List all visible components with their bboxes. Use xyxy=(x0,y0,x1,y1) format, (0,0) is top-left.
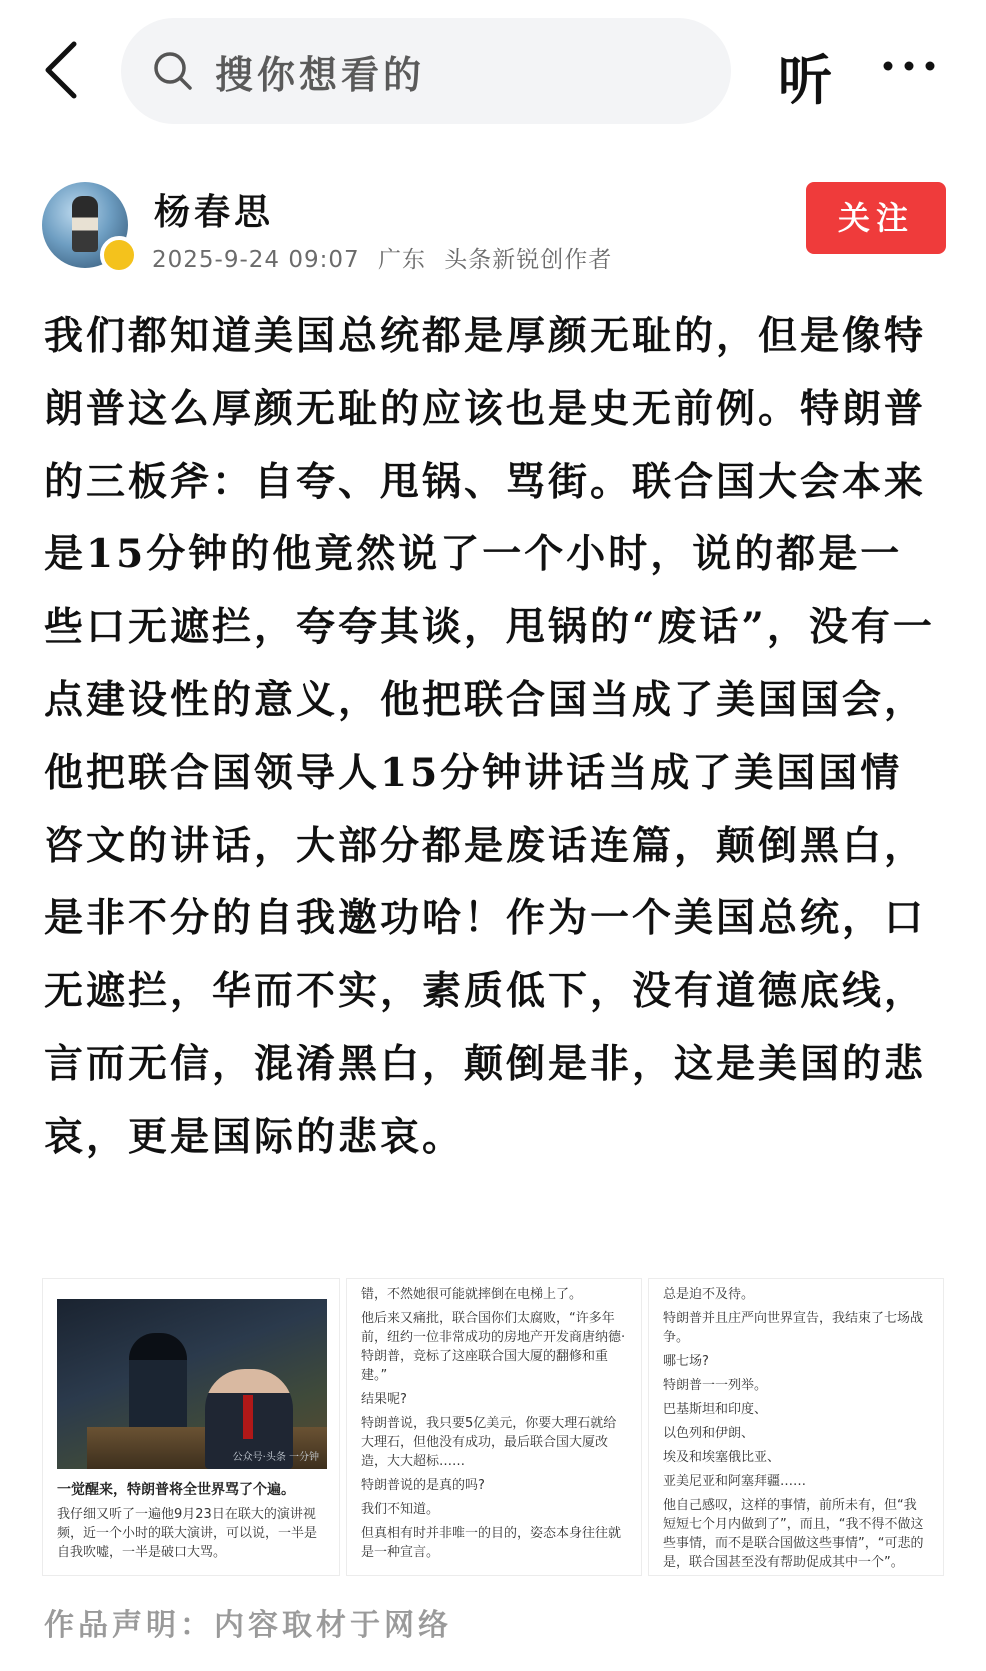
chevron-left-icon[interactable] xyxy=(40,40,80,100)
post-meta xyxy=(152,241,622,274)
panel2-paragraph: 特朗普说，我只要5亿美元，你要大理石就给大理石，但他没有成功，最后联合国大厦改造，大大超标…… xyxy=(361,1416,617,1469)
panel3-paragraph: 以色列和伊朗、 xyxy=(663,1426,755,1441)
panel3-paragraph: 哪七场? xyxy=(663,1354,709,1369)
more-dots-icon[interactable] xyxy=(880,56,940,76)
panel2-paragraph: 特朗普说的是真的吗? xyxy=(361,1478,485,1493)
panel3-paragraph: 巴基斯坦和印度、 xyxy=(663,1402,768,1417)
panel2-paragraph: 错，不然她很可能就摔倒在电梯上了。 xyxy=(361,1287,583,1302)
avatar[interactable] xyxy=(42,182,128,268)
top-bar xyxy=(0,0,986,140)
search-placeholder: 搜你想看的 xyxy=(215,53,426,97)
photo-tie xyxy=(243,1395,253,1439)
panel2-paragraph: 他后来又痛批，联合国你们太腐败，“许多年前，纽约一位非常成功的房地产开发商唐纳德·特朗普，竞标了这座联合国大厦的翻修和重建。” xyxy=(361,1311,626,1383)
panel1-caption-text: 我仔细又听了一遍他9月23日在联大的演讲视频，近一个小时的联大演讲，可以说，一半是自我吹嘘，一半是破口大骂。 xyxy=(57,1507,318,1560)
panel1-caption-title: 一觉醒来，特朗普将全世界骂了个遍。 xyxy=(57,1482,295,1498)
author-title: 头条新锐创作者 xyxy=(444,247,613,273)
gallery-image-2[interactable] xyxy=(346,1278,642,1576)
follow-button[interactable]: 关注 xyxy=(806,182,946,254)
panel2-paragraph: 结果呢? xyxy=(361,1392,407,1407)
search-bar[interactable] xyxy=(121,18,731,124)
author-name[interactable]: 杨春思 xyxy=(154,191,275,233)
content-disclaimer: 作品声明：内容取材于网络 xyxy=(44,1608,452,1643)
avatar-figure xyxy=(72,196,98,252)
panel2-paragraph: 但真相有时并非唯一的目的，姿态本身往往就是一种宣言。 xyxy=(361,1526,622,1560)
listen-button[interactable]: 听 xyxy=(778,49,832,112)
panel3-paragraph: 特朗普并且庄严向世界宣告，我结束了七场战争。 xyxy=(663,1311,924,1345)
gallery-image-1[interactable] xyxy=(42,1278,340,1576)
panel3-paragraph: 亚美尼亚和阿塞拜疆…… xyxy=(663,1474,807,1489)
panel3-paragraph: 他自己感叹，这样的事情，前所未有，但“我短短七个月内做到了”，而且，“我不得不做这些事情，而不是联合国做这些事情”，“可悲的是，联合国甚至没有帮助促成其中一个”。 xyxy=(663,1498,924,1570)
speech-photo xyxy=(57,1299,327,1469)
photo-watermark: 公众号·头条 一分钟 xyxy=(232,1452,319,1463)
post-date: 2025-9-24 09:07 xyxy=(152,247,360,273)
panel3-paragraph: 特朗普一一列举。 xyxy=(663,1378,768,1393)
image-gallery xyxy=(42,1278,944,1576)
creator-badge-icon xyxy=(100,236,138,274)
panel3-paragraph: 总是迫不及待。 xyxy=(663,1287,755,1302)
panel2-paragraph: 我们不知道。 xyxy=(361,1502,440,1517)
article-body: 我们都知道美国总统都是厚颜无耻的，但是像特朗普这么厚颜无耻的应该也是史无前例。特朗普的三板斧：自夸、甩锅、骂街。联合国大会本来是15分钟的他竟然说了一个小时，说的都是一些口无遮拦，夸夸其谈，甩锅的“废话”，没有一点建设性的意义，他把联合国当成了美国国会，他把联合国领导人15分钟讲话当成了美国国情咨文的讲话，大部分都是废话连篇，颠倒黑白，是非不分的自我邀功哈！作为一个美国总统，口无遮拦，华而不实，素质低下，没有道德底线，言而无信，混淆黑白，颠倒是非，这是美国的悲哀，更是国际的悲哀。 xyxy=(44,313,935,1160)
post-location: 广东 xyxy=(377,247,426,273)
search-icon xyxy=(153,51,193,91)
panel3-paragraph: 埃及和埃塞俄比亚、 xyxy=(663,1450,781,1465)
gallery-image-3[interactable] xyxy=(648,1278,944,1576)
author-row xyxy=(0,178,986,278)
